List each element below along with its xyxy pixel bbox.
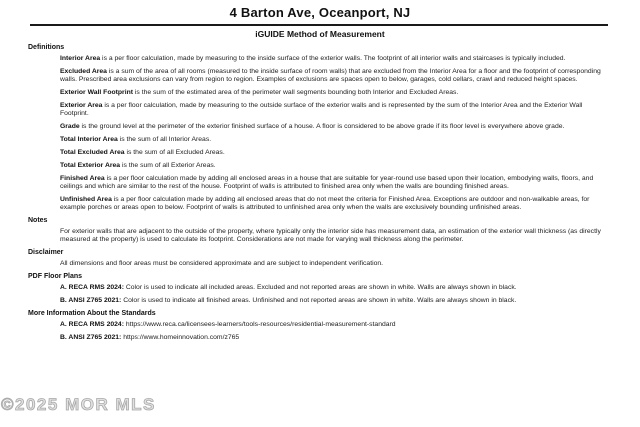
definition-term: Grade [60,123,80,130]
definition-text: is the sum of all Exterior Areas. [120,162,216,169]
definition-text: is the sum of the estimated area of the perimeter wall segments bounding both Interior and Excluded Areas. [133,89,459,96]
definition-text: Color is used to indicate all included areas. Excluded and not reported areas are shown in white. Walls are always shown in black. [123,284,517,291]
definition-term: Exterior Wall Footprint [60,89,134,96]
definition-paragraph [60,228,606,244]
definition-paragraph [60,162,606,170]
definition-term: A. RECA RMS 2024: [60,321,124,328]
definition-paragraph [60,102,606,118]
definition-paragraph [60,89,606,97]
definition-term: Interior Area [60,55,101,62]
definition-paragraph [60,68,606,84]
definition-text: https://www.reca.ca/licensees-learners/tools-resources/residential-measurement-standard [123,321,396,328]
watermark: ©2025 MOR MLS [1,395,156,414]
definition-paragraph [60,55,606,63]
definition-term: B. ANSI Z765 2021: [60,334,122,341]
section-heading: Definitions [28,44,65,51]
definition-text: is the sum of all Interior Areas. [117,136,212,143]
title-divider [30,24,608,26]
definition-text: is a per floor calculation, made by measuring to the inside surface of the exterior walls. The footprint of all interior walls and staircases is typically included. [100,55,566,62]
definition-paragraph [60,175,606,191]
section-heading: PDF Floor Plans [28,273,83,280]
definition-term: Total Excluded Area [60,149,125,156]
definition-text: is a sum of the area of all rooms (measured to the inside surface of room walls) that are excluded from the Interior Area for a floor and the footprint of corresponding walls. Prescribed area exclusions can vary from region to region. Examples of exclusions are spaces open to below, garages, cold cellars, crawl and reduced height spaces. [60,68,601,83]
section-heading: Notes [28,217,48,224]
definition-paragraph [60,149,606,157]
page-title: 4 Barton Ave, Oceanport, NJ [229,5,411,20]
definition-term: A. RECA RMS 2024: [60,284,124,291]
definition-text: All dimensions and floor areas must be considered approximate and are subject to independent verification. [60,260,384,267]
definition-text: https://www.homeinnovation.com/z765 [121,334,240,341]
definition-term: Finished Area [60,175,105,182]
definition-paragraph [60,136,606,144]
definition-term: Total Interior Area [60,136,118,143]
definition-text: For exterior walls that are adjacent to the outside of the property, where typically only the interior side has measurement data, an estimation of the exterior wall thickness (as directly measured at the property) is used to calculate its footprint. Considerations are not made for varying wall thickness along the perimeter. [60,228,601,243]
definition-paragraph [60,123,606,131]
definition-paragraph [60,260,606,268]
definition-term: Excluded Area [60,68,107,75]
definition-text: is the ground level at the perimeter of the exterior finished surface of a house. A floor is considered to be above grade if its floor level is everywhere above grade. [79,123,565,130]
definition-paragraph [60,284,606,292]
section-heading: Disclaimer [28,249,64,256]
definition-term: Total Exterior Area [60,162,121,169]
definition-text: Color is used to indicate all finished areas. Unfinished and not reported areas are shown in white. Walls are always shown in black. [121,297,517,304]
definition-text: is a per floor calculation made by adding all enclosed areas that do not meet the criteria for Finished Area. Exceptions are outdoor and non-walkable areas, for example porches or areas open to below. Footprint of walls is attributed to unfinished area only when the walls are exclusively bounding unfinished areas. [60,196,590,211]
page-subtitle: iGUIDE Method of Measurement [255,29,385,39]
definition-paragraph [60,196,606,212]
definition-text: is a per floor calculation made by adding all enclosed areas in a house that are suitable for year-round use based upon their location, embodying walls, floors, and ceilings and which are similar to the rest of the house. Footprint of walls is attributed to finished area only when the walls are bounding finished areas. [60,175,594,190]
definition-paragraph [60,321,606,329]
definition-paragraph [60,297,606,305]
definition-term: Exterior Area [60,102,103,109]
definition-text: is the sum of all Excluded Areas. [124,149,225,156]
definition-term: Unfinished Area [60,196,112,203]
sections [0,44,640,342]
definition-paragraph [60,334,606,342]
definition-text: is a per floor calculation, made by measuring to the outside surface of the exterior walls and is represented by the sum of the Interior Area and the Exterior Wall Footprint. [60,102,583,117]
section-heading: More Information About the Standards [28,310,156,317]
definition-term: B. ANSI Z765 2021: [60,297,122,304]
